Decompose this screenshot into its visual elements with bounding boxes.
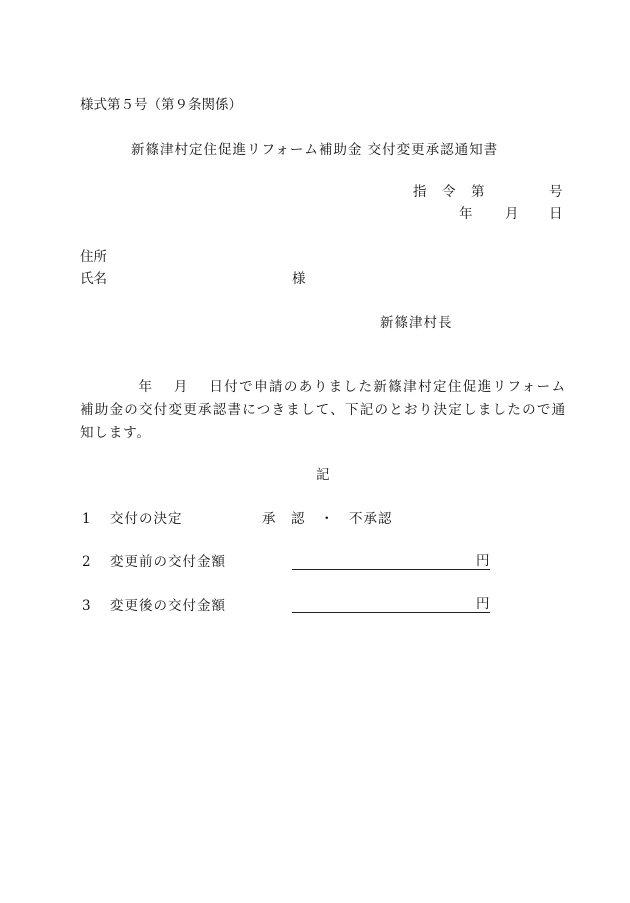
reference-shirei: 指 令 第 (413, 184, 486, 200)
date-year: 年 (459, 206, 473, 222)
item-2-unit: 円 (476, 553, 490, 569)
item-2-amount-field (292, 551, 490, 570)
item-2-label: 変更前の交付金額 (110, 554, 226, 570)
reference-gou: 号 (549, 184, 563, 200)
item-1-label: 交付の決定 (110, 511, 183, 527)
address-label: 住所 (80, 249, 107, 265)
item-3-amount-field (292, 594, 490, 613)
item-3-label: 変更後の交付金額 (110, 598, 226, 614)
item-1-value: 承 認 ・ 不承認 (262, 511, 393, 527)
item-2-number: 2 (82, 554, 91, 570)
issuer-name: 新篠津村長 (380, 315, 453, 331)
name-label: 氏名 (80, 271, 107, 287)
honorific: 様 (292, 271, 306, 287)
item-3-unit: 円 (476, 596, 490, 612)
form-number: 様式第５号（第９条関係） (80, 97, 242, 113)
document-title: 新篠津村定住促進リフォーム補助金 交付変更承認通知書 (131, 142, 499, 158)
body-year: 年 (138, 379, 154, 395)
body-text: 日付で申請のありました新篠津村定住促進リフォーム補助金の交付変更承認書につきまして、下記のとおり決定しましたので通知します。 (80, 379, 566, 441)
date-day: 日 (549, 206, 563, 222)
body-month: 月 (173, 379, 189, 395)
item-1-number: 1 (82, 511, 91, 527)
ki-heading: 記 (316, 467, 330, 483)
item-3-number: 3 (82, 598, 91, 614)
notice-body (80, 376, 566, 445)
date-month: 月 (505, 206, 519, 222)
